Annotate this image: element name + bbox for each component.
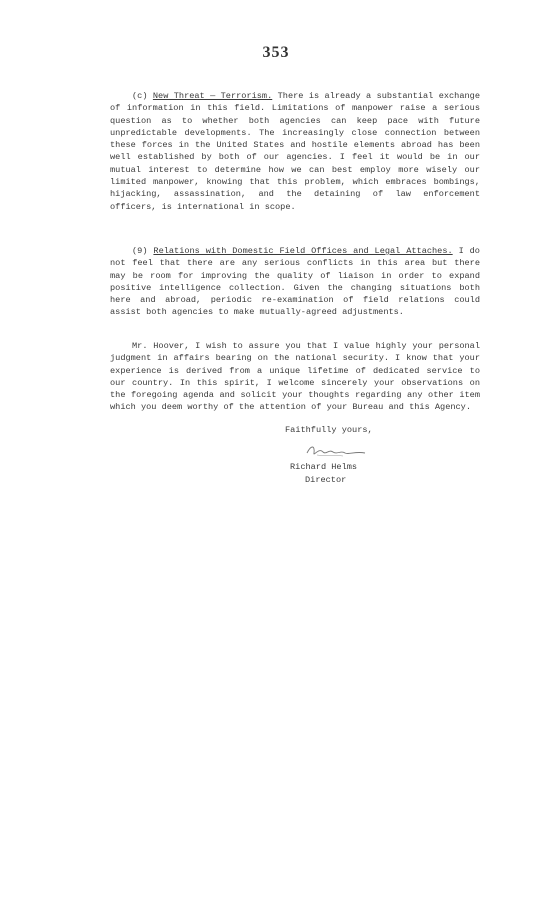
paragraph-c [110, 90, 480, 213]
paragraph-9-text: I do not feel that there are any serious conflicts in this area but there may be room for improving the quality of liaison in order to expand positive intelligence collection. Given the changing situations both here and abroad, periodic re-examination of field relations could assist both agencies to make mutually-agreed adjustments. [110, 246, 480, 318]
closing-paragraph [110, 340, 480, 414]
signer-title: Director [305, 475, 347, 485]
paragraph-9-heading: Relations with Domestic Field Offices and Legal Attaches. [153, 246, 453, 256]
complimentary-close: Faithfully yours, [285, 425, 373, 435]
paragraph-9-label: (9) [132, 246, 148, 256]
paragraph-9 [110, 245, 480, 319]
signer-name: Richard Helms [290, 462, 358, 472]
paragraph-c-text: There is already a substantial exchange of information in this field. Limitations of manpower raise a serious question as to whether both agencies can keep pace with future unpredictable developments. The increasingly close connection between these forces in the United States and hostile elements abroad has been well established by both of our agencies. I feel it would be in our mutual interest to determine how we can best employ more wisely our limited manpower, knowing that this problem, which embraces bombings, hijacking, assassination, and the detaining of law enforcement officers, is international in scope. [110, 91, 480, 212]
closing-paragraph-text: Mr. Hoover, I wish to assure you that I value highly your personal judgment in affairs bearing on the national security. I know that your experience is derived from a unique lifetime of dedicated service to our country. In this spirit, I welcome sincerely your observations on the foregoing agenda and solicit your thoughts regarding any other item which you deem worthy of the attention of your Bureau and this Agency. [110, 341, 480, 413]
paragraph-c-label: (c) [132, 91, 148, 101]
paragraph-c-heading: New Threat — Terrorism. [152, 91, 273, 101]
page-number: 353 [262, 44, 290, 61]
handwritten-signature [305, 443, 367, 459]
